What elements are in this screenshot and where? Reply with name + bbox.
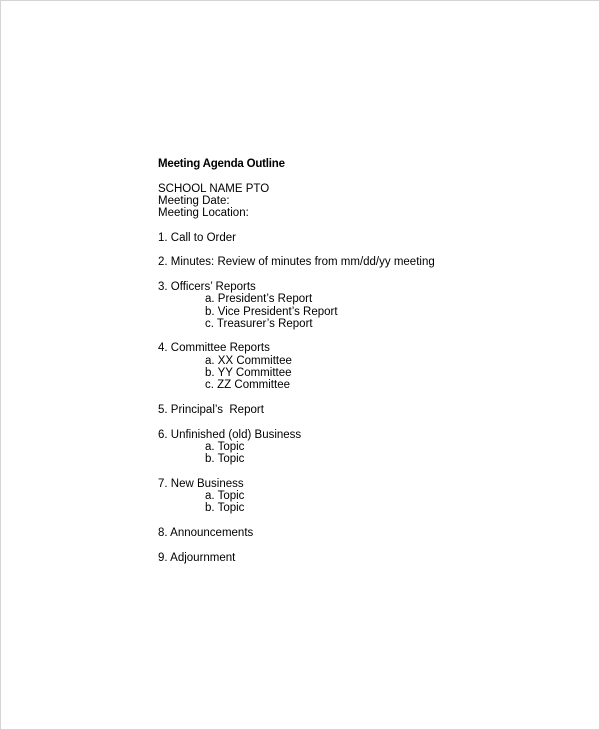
agenda-item-minutes xyxy=(158,256,435,268)
agenda-item-principals-report xyxy=(158,404,435,416)
school-name-line: SCHOOL NAME PTO xyxy=(158,182,270,195)
agenda-item-label: 5. Principal’s Report xyxy=(158,403,264,416)
meeting-location-line: Meeting Location: xyxy=(158,207,249,220)
agenda-subitem: b. Topic xyxy=(205,453,245,466)
agenda-item-committee-reports xyxy=(158,342,435,391)
agenda-item-officers-reports xyxy=(158,281,435,330)
agenda-subitem: b. YY Committee xyxy=(205,367,292,380)
agenda-subitem: b. Topic xyxy=(205,502,245,515)
document-content xyxy=(158,158,435,576)
agenda-subitem: c. ZZ Committee xyxy=(205,379,290,392)
agenda-item-label: 2. Minutes: Review of minutes from mm/dd/yy meeting xyxy=(158,256,435,269)
agenda-item-call-to-order xyxy=(158,232,435,244)
agenda-subitem: a. XX Committee xyxy=(205,354,292,367)
agenda-item-label: 3. Officers’ Reports xyxy=(158,280,256,293)
agenda-item-label: 1. Call to Order xyxy=(158,231,236,244)
document-title: Meeting Agenda Outline xyxy=(158,158,285,170)
agenda-subitem: b. Vice President’s Report xyxy=(205,305,338,318)
agenda-subitem: a. Topic xyxy=(205,490,245,503)
agenda-item-label: 9. Adjournment xyxy=(158,551,236,564)
agenda-item-label: 4. Committee Reports xyxy=(158,342,270,355)
agenda-item-new-business xyxy=(158,478,435,515)
agenda-subitem: a. President’s Report xyxy=(205,293,313,306)
agenda-subitem: a. Topic xyxy=(205,440,245,453)
agenda-item-label: 8. Announcements xyxy=(158,526,254,539)
agenda-item-unfinished-business xyxy=(158,429,435,466)
agenda-item-label: 6. Unfinished (old) Business xyxy=(158,428,302,441)
meeting-date-line: Meeting Date: xyxy=(158,194,230,207)
agenda-item-label: 7. New Business xyxy=(158,477,244,490)
header-block xyxy=(158,183,435,220)
agenda-item-announcements xyxy=(158,527,435,539)
agenda-item-adjournment xyxy=(158,552,435,564)
agenda-subitem: c. Treasurer’s Report xyxy=(205,317,313,330)
